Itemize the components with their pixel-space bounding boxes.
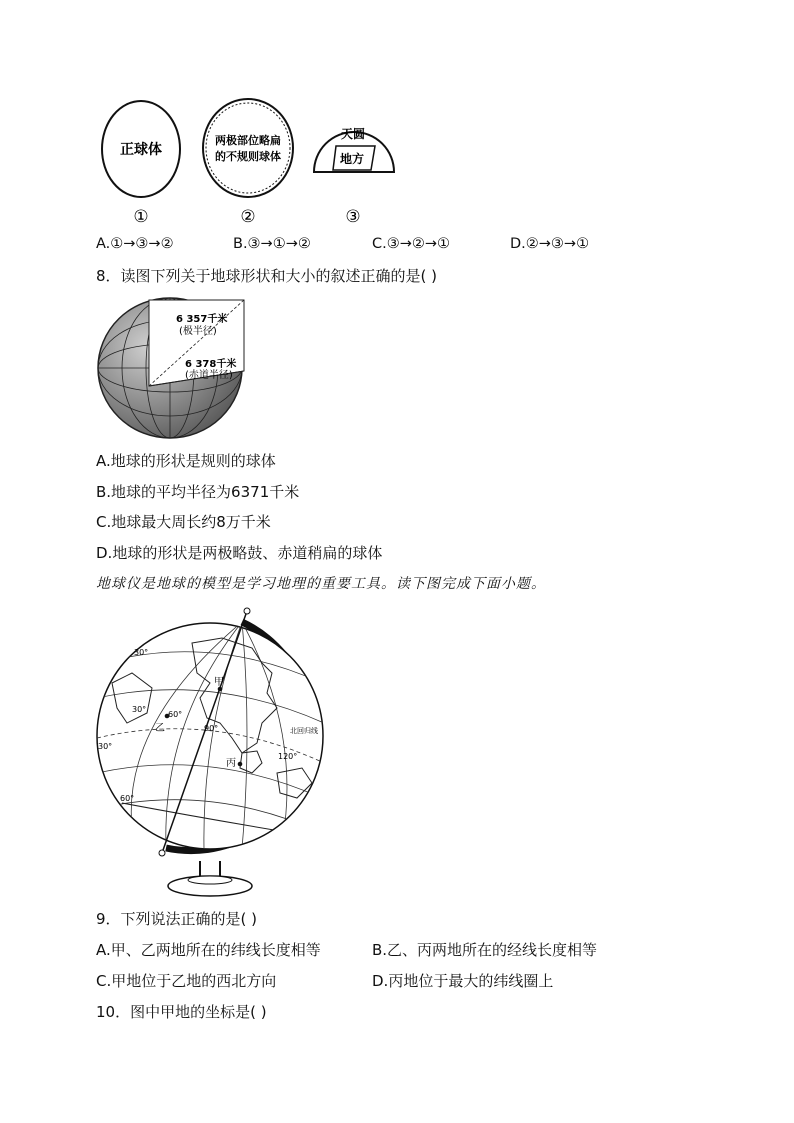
label-tropic: 北回归线 bbox=[290, 727, 318, 735]
q8-option-a[interactable]: A.地球的形状是规则的球体 bbox=[96, 452, 276, 470]
label-yi: 乙 bbox=[155, 723, 165, 734]
q9-option-d[interactable]: D.丙地位于最大的纬线圈上 bbox=[372, 972, 554, 990]
shape3-top-label: 天圆 bbox=[340, 127, 366, 141]
shape2-label-line2: 的不规则球体 bbox=[215, 150, 281, 163]
q9-question: 9．下列说法正确的是( ) bbox=[96, 910, 258, 928]
q7-option-d[interactable]: D.②→③→① bbox=[510, 236, 590, 252]
equator-radius-label: (赤道半径) bbox=[185, 370, 233, 381]
shape1-number: ① bbox=[133, 207, 149, 227]
q8-option-d[interactable]: D.地球的形状是两极略鼓、赤道稍扁的球体 bbox=[96, 544, 383, 562]
globe-figure bbox=[92, 603, 342, 899]
q9-option-a[interactable]: A.甲、乙两地所在的纬线长度相等 bbox=[96, 941, 321, 959]
label-lon-60: 60° bbox=[168, 710, 183, 719]
label-jia: 甲 bbox=[214, 677, 224, 688]
label-lon-90: 90° bbox=[204, 724, 219, 733]
q7-shapes-figure bbox=[90, 92, 410, 232]
q8-option-b[interactable]: B.地球的平均半径为6371千米 bbox=[96, 483, 300, 501]
point-bing bbox=[238, 762, 243, 767]
label-30-inner: 30° bbox=[132, 705, 147, 714]
q7-option-a[interactable]: A.①→③→② bbox=[96, 236, 174, 252]
label-bing: 丙 bbox=[226, 758, 236, 769]
q8-earth-figure bbox=[96, 296, 248, 442]
q9-option-c[interactable]: C.甲地位于乙地的西北方向 bbox=[96, 972, 277, 990]
globe-stand bbox=[200, 861, 220, 876]
equator-radius-value: 6 378千米 bbox=[185, 359, 237, 370]
globe-intro-text: 地球仪是地球的模型是学习地理的重要工具。读下图完成下面小题。 bbox=[96, 576, 546, 592]
shape3-bottom-label: 地方 bbox=[339, 152, 365, 166]
q10-question: 10．图中甲地的坐标是( ) bbox=[96, 1003, 267, 1021]
polar-radius-label: (极半径) bbox=[179, 326, 217, 337]
shape2-label-line1: 两极部位略扁 bbox=[215, 134, 281, 147]
shape2-number: ② bbox=[240, 207, 256, 227]
q7-option-c[interactable]: C.③→②→① bbox=[372, 236, 451, 252]
label-60-left: 60° bbox=[120, 794, 135, 803]
label-30-left: 30° bbox=[98, 742, 113, 751]
label-lon-120: 120° bbox=[278, 752, 298, 761]
q9-option-b[interactable]: B.乙、丙两地所在的经线长度相等 bbox=[372, 941, 598, 959]
q7-option-b[interactable]: B.③→①→② bbox=[233, 236, 311, 252]
shape1-label: 正球体 bbox=[120, 142, 162, 158]
q8-question: 8．读图下列关于地球形状和大小的叙述正确的是( ) bbox=[96, 267, 438, 285]
shape3-number: ③ bbox=[345, 207, 361, 227]
shape-ellipsoid-inner bbox=[206, 103, 290, 193]
polar-radius-value: 6 357千米 bbox=[176, 314, 228, 325]
shape-ellipsoid bbox=[203, 99, 293, 197]
q8-option-c[interactable]: C.地球最大周长约8万千米 bbox=[96, 513, 271, 531]
label-30-top: 30° bbox=[134, 648, 149, 657]
